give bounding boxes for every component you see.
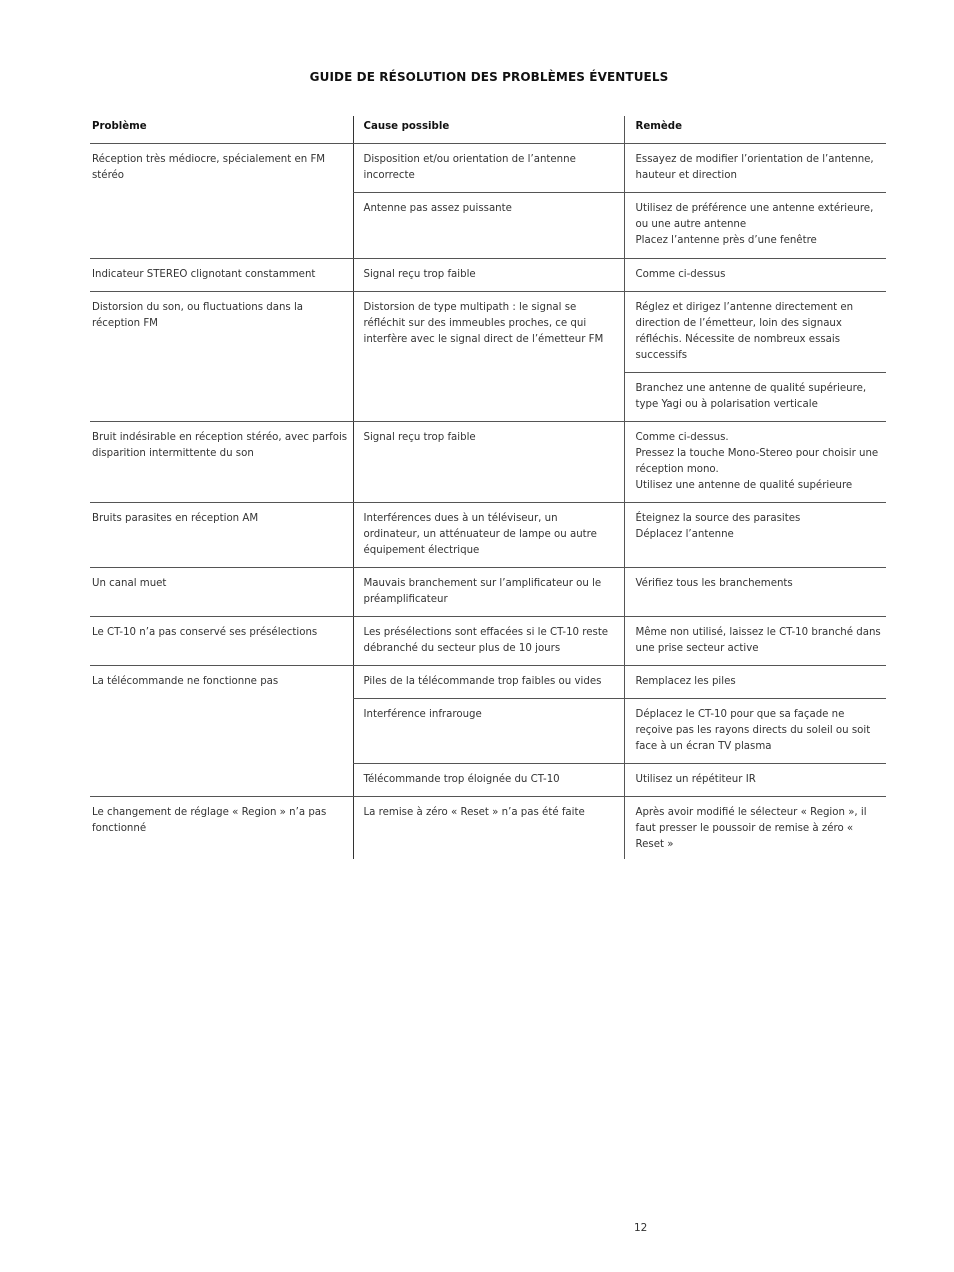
remedy-cell [624, 144, 886, 193]
remedy-cell [624, 666, 886, 699]
remedy-cell [624, 797, 886, 860]
cause-cell: Interférence infrarouge [353, 699, 624, 764]
remedy-line: Éteignez la source des parasites [635, 513, 801, 524]
header-remedy: Remède [624, 116, 886, 144]
remedy-line: Essayez de modifier l’orientation de l’antenne, hauteur et direction [635, 154, 874, 181]
table-row [90, 292, 886, 373]
remedy-cell [624, 764, 886, 797]
cause-cell: Les présélections sont effacées si le CT-10 reste débranché du secteur plus de 10 jours [353, 617, 624, 666]
table-row [90, 568, 886, 617]
page-number: 12 [634, 1222, 648, 1234]
cause-cell: Disposition et/ou orientation de l’antenne incorrecte [353, 144, 624, 193]
cause-cell: Signal reçu trop faible [353, 422, 624, 503]
remedy-line: Remplacez les piles [635, 676, 736, 687]
problem-cell: Indicateur STEREO clignotant constamment [90, 259, 353, 292]
problem-cell: Distorsion du son, ou fluctuations dans la réception FM [90, 292, 353, 422]
table-row [90, 797, 886, 860]
cause-cell: Signal reçu trop faible [353, 259, 624, 292]
cause-cell: La remise à zéro « Reset » n’a pas été faite [353, 797, 624, 860]
remedy-cell [624, 373, 886, 422]
cause-cell: Mauvais branchement sur l’amplificateur ou le préamplificateur [353, 568, 624, 617]
problem-cell: Bruits parasites en réception AM [90, 503, 353, 568]
table-row [90, 422, 886, 503]
remedy-cell [624, 617, 886, 666]
remedy-cell [624, 568, 886, 617]
remedy-line: Utilisez de préférence une antenne extérieure, ou une autre antenne [635, 203, 874, 230]
table-row [90, 666, 886, 699]
problem-cell: Réception très médiocre, spécialement en FM stéréo [90, 144, 353, 259]
problem-cell: Le CT-10 n’a pas conservé ses présélections [90, 617, 353, 666]
remedy-line: Réglez et dirigez l’antenne directement en direction de l’émetteur, loin des signaux réfléchis. Nécessite de nombreux essais successifs [635, 302, 854, 361]
remedy-line: Après avoir modifié le sélecteur « Region », il faut presser le poussoir de remise à zéro « Reset » [635, 807, 867, 850]
remedy-line: Vérifiez tous les branchements [635, 578, 793, 589]
remedy-cell [624, 422, 886, 503]
problem-cell: Un canal muet [90, 568, 353, 617]
cause-cell: Antenne pas assez puissante [353, 193, 624, 259]
remedy-cell [624, 292, 886, 373]
cause-cell: Télécommande trop éloignée du CT-10 [353, 764, 624, 797]
remedy-line: Déplacez l’antenne [635, 529, 734, 540]
table-row [90, 617, 886, 666]
page-title: GUIDE DE RÉSOLUTION DES PROBLÈMES ÉVENTUELS [309, 70, 669, 84]
problem-cell: Bruit indésirable en réception stéréo, avec parfois disparition intermittente du son [90, 422, 353, 503]
cause-cell: Piles de la télécommande trop faibles ou vides [353, 666, 624, 699]
header-problem: Problème [90, 116, 353, 144]
remedy-line: Comme ci-dessus. [635, 432, 729, 443]
remedy-cell [624, 259, 886, 292]
remedy-cell [624, 503, 886, 568]
cause-cell: Interférences dues à un téléviseur, un ordinateur, un atténuateur de lampe ou autre équipement électrique [353, 503, 624, 568]
remedy-line: Même non utilisé, laissez le CT-10 branché dans une prise secteur active [635, 627, 881, 654]
cause-cell: Distorsion de type multipath : le signal se réfléchit sur des immeubles proches, ce qui interfère avec le signal direct de l’émetteur FM [353, 292, 624, 422]
header-cause: Cause possible [353, 116, 624, 144]
table-row [90, 144, 886, 193]
remedy-line: Placez l’antenne près d’une fenêtre [635, 235, 817, 246]
remedy-line: Pressez la touche Mono-Stereo pour choisir une réception mono. [635, 448, 879, 475]
table-row [90, 503, 886, 568]
remedy-line: Branchez une antenne de qualité supérieure, type Yagi ou à polarisation verticale [635, 383, 867, 410]
remedy-line: Utilisez un répétiteur IR [635, 774, 756, 785]
remedy-line: Comme ci-dessus [635, 269, 726, 280]
troubleshooting-table [90, 116, 886, 859]
table-row [90, 259, 886, 292]
problem-cell: La télécommande ne fonctionne pas [90, 666, 353, 797]
remedy-line: Utilisez une antenne de qualité supérieure [635, 480, 853, 491]
table-header-row [90, 116, 886, 144]
remedy-line: Déplacez le CT-10 pour que sa façade ne reçoive pas les rayons directs du soleil ou soit face à un écran TV plasma [635, 709, 871, 752]
problem-cell: Le changement de réglage « Region » n’a pas fonctionné [92, 807, 327, 834]
remedy-cell [624, 699, 886, 764]
remedy-cell [624, 193, 886, 259]
